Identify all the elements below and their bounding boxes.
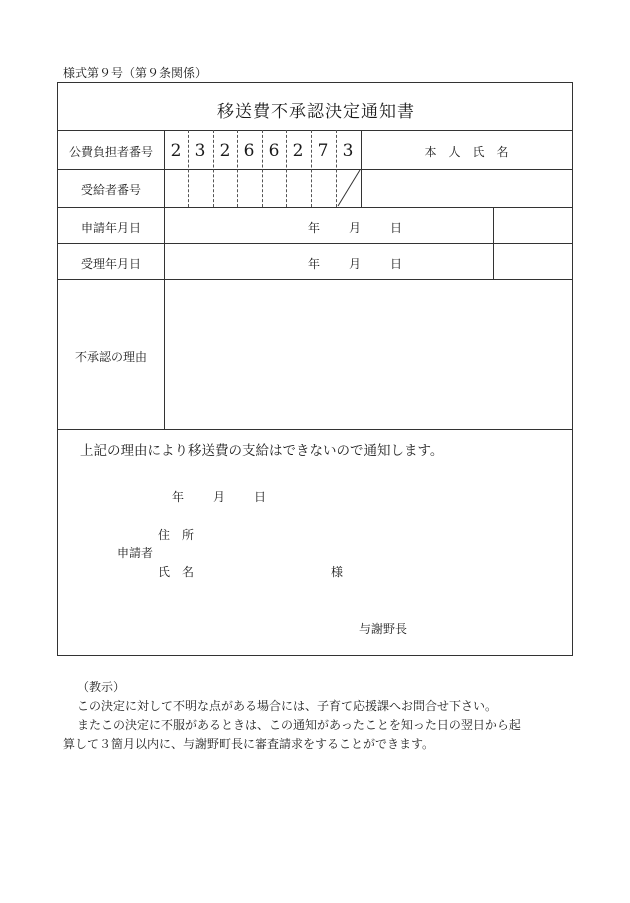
insurer-digit: 3 xyxy=(194,141,206,161)
insurer-digit: 2 xyxy=(219,141,231,161)
teaching-line: またこの決定に不服があるときは、この通知があったことを知った日の翌日から起 xyxy=(77,718,521,732)
insurer-digit: 6 xyxy=(268,141,280,161)
insurer-number-label: 公費負担者番号 xyxy=(68,145,153,159)
receipt-year-label: 年 xyxy=(308,257,321,271)
form-number-label: 様式第９号（第９条関係） xyxy=(63,66,208,80)
row-divider xyxy=(58,207,572,208)
insurer-digit: 7 xyxy=(317,141,329,161)
form-title: 移送費不承認決定通知書 xyxy=(217,102,415,122)
notice-form xyxy=(57,82,573,656)
row-divider xyxy=(58,169,572,170)
address-label: 住 所 xyxy=(158,528,195,542)
notice-day-label: 日 xyxy=(254,490,267,504)
application-date-label: 申請年月日 xyxy=(80,221,141,235)
receipt-date-label: 受理年月日 xyxy=(80,257,141,271)
insurer-digit: 2 xyxy=(170,141,182,161)
honorific-label: 様 xyxy=(331,565,344,579)
applicant-name-label: 氏 名 xyxy=(158,565,195,579)
row-divider xyxy=(58,279,572,280)
recipient-number-label: 受給者番号 xyxy=(80,183,141,197)
apply-year-label: 年 xyxy=(308,221,321,235)
applicant-label: 申請者 xyxy=(117,546,154,560)
insurer-digit: 6 xyxy=(243,141,255,161)
teaching-line: 算して３箇月以内に、与謝野町長に審査請求をすることができます。 xyxy=(63,737,435,751)
apply-month-label: 月 xyxy=(349,221,362,235)
apply-day-label: 日 xyxy=(390,221,403,235)
void-slash xyxy=(336,169,362,207)
teaching-heading: （教示） xyxy=(77,680,126,694)
insurer-digit: 2 xyxy=(292,141,304,161)
column-divider xyxy=(493,207,494,279)
receipt-month-label: 月 xyxy=(349,257,362,271)
receipt-day-label: 日 xyxy=(390,257,403,271)
rejection-reason-label: 不承認の理由 xyxy=(74,350,147,364)
row-divider xyxy=(58,130,572,131)
teaching-line: この決定に対して不明な点がある場合には、子育て応援課へお問合せ下さい。 xyxy=(77,699,498,713)
notice-text: 上記の理由により移送費の支給はできないので通知します。 xyxy=(80,443,444,459)
column-divider xyxy=(164,130,165,429)
notice-year-label: 年 xyxy=(172,490,185,504)
issuer-name: 与謝野長 xyxy=(359,622,408,636)
row-divider xyxy=(58,243,572,244)
row-divider xyxy=(58,429,572,430)
person-name-label: 本 人 氏 名 xyxy=(424,145,509,159)
notice-month-label: 月 xyxy=(213,490,226,504)
insurer-digit: 3 xyxy=(342,141,354,161)
